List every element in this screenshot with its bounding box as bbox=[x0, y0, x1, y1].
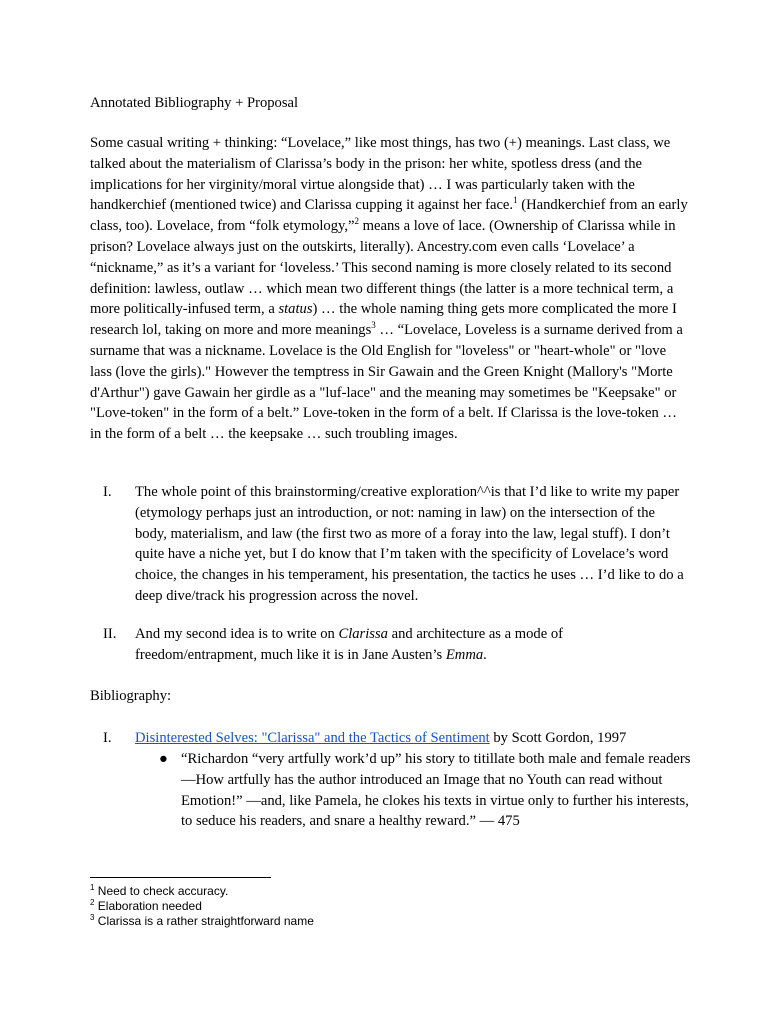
list-number: I. bbox=[103, 484, 112, 500]
list-item-text: The whole point of this brainstorming/creative exploration^^is that I’d like to write my paper (etymology perhaps just an introduction, or not: naming in law) on the intersection of the body, materialism, and law (the first two as more of a foray into the law, legal stuff). I don’t quite have a niche yet, but I do know that I’m taken with the specificity of Lovelace’s word choice, the changes in his temperament, his presentation, the tactics he uses … I’d like to do a deep dive/track his progression across the novel. bbox=[135, 484, 684, 604]
footnote-ref-3[interactable]: 3 bbox=[371, 320, 376, 331]
bibliography-heading: Bibliography: bbox=[90, 688, 172, 704]
list-number: I. bbox=[103, 730, 112, 746]
footnote-text: Need to check accuracy. bbox=[94, 884, 229, 898]
bullet-quote: “Richardon “very artfully work’d up” his story to titillate both male and female readers—How artfully has the author introduced an Image that no Youth can read without Emotion!” —and, like Pamela, he clokes his texts in virtue only to further his interests, to seduce his readers, and snare a healthy reward.” — 475 bbox=[181, 751, 691, 830]
footnote-text: Elaboration needed bbox=[94, 899, 202, 913]
footnote-ref-1[interactable]: 1 bbox=[513, 195, 518, 206]
para-text: Some casual writing + thinking: “Lovelace,” like most things, has two (+) meanings. Last class, we talked about the materialism of Clarissa’s body in the prison: her white, spotless dress (and the implications for her virginity/moral virtue alongside that) … I was particularly taken with the handkerchief (mentioned twice) and Clarissa cupping it against her face. bbox=[90, 135, 671, 214]
footnote bbox=[90, 899, 690, 914]
footnote bbox=[90, 884, 690, 899]
para-text: means a love of lace. (Ownership of Clarissa while in prison? Lovelace always just on the outskirts, literally). Ancestry.com even calls ‘Lovelace’ a “nickname,” as it’s a variant for ‘loveless.’ This second naming is more closely related to its second definition: lawless, outlaw … which mean two different things (the latter is a more technical term, a more politically-infused term, a bbox=[90, 218, 676, 318]
list-number: II. bbox=[103, 626, 117, 642]
bullet-icon: ● bbox=[159, 751, 168, 767]
list-text: and architecture as a mode of freedom/entrapment, much like it is in Jane Austen’s bbox=[135, 626, 563, 663]
para-text: ) … the whole naming thing gets more complicated the more I research lol, taking on more and more meanings bbox=[90, 301, 677, 339]
footnote-divider bbox=[90, 877, 271, 878]
bibliography-link[interactable]: Disinterested Selves: "Clarissa" and the Tactics of Sentiment bbox=[135, 730, 490, 746]
footnote-ref-2[interactable]: 2 bbox=[354, 216, 359, 227]
list-italic: Clarissa bbox=[338, 626, 388, 642]
para-text: (Handkerchief from an early class, too). Lovelace, from “folk etymology,” bbox=[90, 197, 688, 235]
para-text: … “Lovelace, Loveless is a surname derived from a surname that was a nickname. Lovelace is the Old English for "loveless" or "heart-whole" or "love lass (love the girls)." However the temptress in Sir Gawain and the Green Knight (Mallory's "Morte d'Arthur") gave Gawain her girdle as a "luf-lace" and the meaning may sometimes be "Keepsake" or "Love-token" in the form of a belt.” Love-token in the form of a belt. If Clarissa is the love-token … in the form of a belt … the keepsake … such troubling images. bbox=[90, 322, 683, 443]
list-item-text bbox=[135, 624, 687, 666]
bibliography-author: by Scott Gordon, 1997 bbox=[489, 730, 627, 746]
footnote-mark: 2 bbox=[90, 898, 95, 907]
footnote bbox=[90, 914, 690, 929]
document-title: Annotated Bibliography + Proposal bbox=[90, 95, 299, 111]
footnotes bbox=[90, 884, 690, 929]
bibliography-entry bbox=[135, 728, 687, 749]
list-text: And my second idea is to write on bbox=[135, 626, 339, 642]
footnote-mark: 1 bbox=[90, 883, 95, 892]
footnote-mark: 3 bbox=[90, 913, 95, 922]
footnote-text: Clarissa is a rather straightforward name bbox=[94, 914, 314, 928]
para-italic: status bbox=[278, 301, 313, 318]
list-italic: Emma bbox=[445, 646, 484, 663]
list-text: . bbox=[483, 646, 487, 663]
intro-paragraph bbox=[90, 133, 690, 445]
